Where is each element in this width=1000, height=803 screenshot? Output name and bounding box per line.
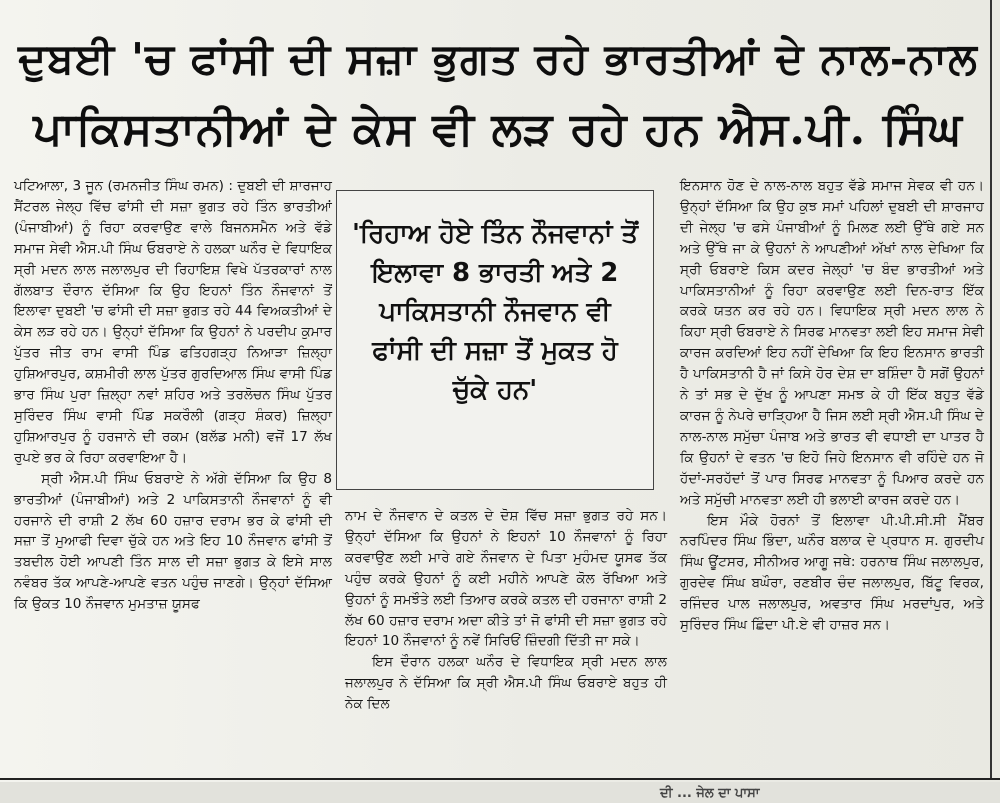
pull-quote-box: 'ਰਿਹਾਅ ਹੋਏ ਤਿੰਨ ਨੌਜਵਾਨਾਂ ਤੋਂ ਇਲਾਵਾ 8 ਭਾਰਤੀ ਅਤੇ 2 ਪਾਕਿਸਤਾਨੀ ਨੌਜਵਾਨ ਵੀ ਫਾਂਸੀ ਦੀ ਸਜ਼ਾ ਤੋਂ ਮੁਕਤ ਹੋ ਚੁੱਕੇ ਹਨ'	[336, 190, 654, 490]
article-column-1	[14, 176, 332, 615]
paragraph: ਇਨਸਾਨ ਹੋਣ ਦੇ ਨਾਲ-ਨਾਲ ਬਹੁਤ ਵੱਡੇ ਸਮਾਜ ਸੇਵਕ ਵੀ ਹਨ। ਉਨ੍ਹਾਂ ਦੱਸਿਆ ਕਿ ਉਹ ਕੁਝ ਸਮਾਂ ਪਹਿਲਾਂ ਦੁਬਈ ਦੀ ਸ਼ਾਰਜਾਹ ਦੀ ਜੇਲ੍ਹ 'ਚ ਫਸੇ ਪੰਜਾਬੀਆਂ ਨੂੰ ਮਿਲਣ ਲਈ ਉੱਥੇ ਗਏ ਸਨ ਅਤੇ ਉੱਥੇ ਜਾ ਕੇ ਉਹਨਾਂ ਨੇ ਆਪਣੀਆਂ ਅੱਖਾਂ ਨਾਲ ਦੇਖਿਆ ਕਿ ਸ੍ਰੀ ਓਬਰਾਏ ਕਿਸ ਕਦਰ ਜੇਲ੍ਹਾਂ 'ਚ ਬੰਦ ਭਾਰਤੀਆਂ ਅਤੇ ਪਾਕਿਸਤਾਨੀਆਂ ਨੂੰ ਰਿਹਾ ਕਰਵਾਉਣ ਲਈ ਦਿਨ-ਰਾਤ ਇੱਕ ਕਰਕੇ ਯਤਨ ਕਰ ਰਹੇ ਹਨ। ਵਿਧਾਇਕ ਸ੍ਰੀ ਮਦਨ ਲਾਲ ਨੇ ਕਿਹਾ ਸ੍ਰੀ ਓਬਰਾਏ ਨੇ ਸਿਰਫ ਮਾਨਵਤਾ ਲਈ ਇਹ ਸਮਾਜ ਸੇਵੀ ਕਾਰਜ ਕਰਦਿਆਂ ਇਹ ਨਹੀਂ ਦੇਖਿਆ ਕਿ ਇਹ ਇਨਸਾਨ ਭਾਰਤੀ ਹੈ ਪਾਕਿਸਤਾਨੀ ਹੈ ਜਾਂ ਕਿਸੇ ਹੋਰ ਦੇਸ਼ ਦਾ ਬਸ਼ਿੰਦਾ ਹੈ ਸਗੋਂ ਉਹਨਾਂ ਨੇ ਤਾਂ ਸਭ ਦੇ ਦੁੱਖ ਨੂੰ ਆਪਣਾ ਸਮਝ ਕੇ ਹੀ ਇੱਕ ਬਹੁਤ ਵੱਡੇ ਕਾਰਜ ਨੂੰ ਨੇਪਰੇ ਚਾੜ੍ਹਿਆ ਹੈ ਜਿਸ ਲਈ ਸ੍ਰੀ ਐਸ.ਪੀ ਸਿੰਘ ਦੇ ਨਾਲ-ਨਾਲ ਸਮੁੱਚਾ ਪੰਜਾਬ ਅਤੇ ਭਾਰਤ ਵੀ ਵਧਾਈ ਦਾ ਪਾਤਰ ਹੈ ਕਿ ਉਹਨਾਂ ਦੇ ਵਤਨ 'ਚ ਇਹੋ ਜਿਹੇ ਇਨਸਾਨ ਵੀ ਰਹਿੰਦੇ ਹਨ ਜੋ ਹੱਦਾਂ-ਸਰਹੱਦਾਂ ਤੋਂ ਪਾਰ ਸਿਰਫ ਮਾਨਵਤਾ ਨੂੰ ਪਿਆਰ ਕਰਦੇ ਹਨ ਅਤੇ ਸਮੁੱਚੀ ਮਾਨਵਤਾ ਲਈ ਹੀ ਭਲਾਈ ਕਾਰਜ ਕਰਦੇ ਹਨ।	[680, 178, 984, 508]
article-column-2	[345, 506, 667, 715]
paragraph: ਇਸ ਮੌਕੇ ਹੋਰਨਾਂ ਤੋਂ ਇਲਾਵਾ ਪੀ.ਪੀ.ਸੀ.ਸੀ ਮੈਂਬਰ ਨਰਪਿੰਦਰ ਸਿੰਘ ਭਿੰਦਾ, ਘਨੌਰ ਬਲਾਕ ਦੇ ਪ੍ਰਧਾਨ ਸ. ਗੁਰਦੀਪ ਸਿੰਘ ਊਂਟਸਰ, ਸੀਨੀਅਰ ਆਗੂ ਜਥੇ: ਹਰਨਾਥ ਸਿੰਘ ਜਲਾਲਪੁਰ, ਗੁਰਦੇਵ ਸਿੰਘ ਬਘੌਰਾ, ਰਣਬੀਰ ਚੰਦ ਜਲਾਲਪੁਰ, ਬਿੱਟੂ ਵਿਰਕ, ਰਜਿੰਦਰ ਪਾਲ ਜਲਾਲਪੁਰ, ਅਵਤਾਰ ਸਿੰਘ ਮਰਦਾਂਪੁਰ, ਅਤੇ ਸੁਰਿੰਦਰ ਸਿੰਘ ਛਿੰਦਾ ਪੀ.ਏ ਵੀ ਹਾਜ਼ਰ ਸਨ।	[680, 512, 984, 634]
headline-line-2: ਪਾਕਿਸਤਾਨੀਆਂ ਦੇ ਕੇਸ ਵੀ ਲੜ ਰਹੇ ਹਨ ਐਸ.ਪੀ. ਸਿੰਘ	[33, 102, 963, 155]
paragraph: ਇਸ ਦੌਰਾਨ ਹਲਕਾ ਘਨੌਰ ਦੇ ਵਿਧਾਇਕ ਸ੍ਰੀ ਮਦਨ ਲਾਲ ਜਲਾਲਪੁਰ ਨੇ ਦੱਸਿਆ ਕਿ ਸ੍ਰੀ ਐਸ.ਪੀ ਸਿੰਘ ਓਬਰਾਏ ਬਹੁਤ ਹੀ ਨੇਕ ਦਿਲ	[345, 654, 667, 713]
article-column-3	[680, 176, 984, 636]
headline-line-1: ਦੁਬਈ 'ਚ ਫਾਂਸੀ ਦੀ ਸਜ਼ਾ ਭੁਗਤ ਰਹੇ ਭਾਰਤੀਆਂ ਦੇ ਨਾਲ-ਨਾਲ	[18, 34, 978, 84]
bottom-rule	[0, 778, 1000, 780]
paragraph: ਪਟਿਆਲਾ, 3 ਜੂਨ (ਰਮਨਜੀਤ ਸਿੰਘ ਰਮਨ) : ਦੁਬਈ ਦੀ ਸ਼ਾਰਜਾਹ ਸੈਂਟਰਲ ਜੇਲ੍ਹ ਵਿੱਚ ਫਾਂਸੀ ਦੀ ਸਜ਼ਾ ਭੁਗਤ ਰਹੇ ਤਿੰਨ ਭਾਰਤੀਆਂ (ਪੰਜਾਬੀਆਂ) ਨੂੰ ਰਿਹਾ ਕਰਵਾਉਣ ਵਾਲੇ ਬਿਜਨਸਮੈਨ ਅਤੇ ਵੱਡੇ ਸਮਾਜ ਸੇਵੀ ਐਸ.ਪੀ ਸਿੰਘ ਓਬਰਾਏ ਨੇ ਹਲਕਾ ਘਨੌਰ ਦੇ ਵਿਧਾਇਕ ਸ੍ਰੀ ਮਦਨ ਲਾਲ ਜਲਾਲਪੁਰ ਦੀ ਰਿਹਾਇਸ਼ ਵਿਖੇ ਪੱਤਰਕਾਰਾਂ ਨਾਲ ਗੱਲਬਾਤ ਦੌਰਾਨ ਦੱਸਿਆ ਕਿ ਉਹ ਇਹਨਾਂ ਤਿੰਨ ਨੌਜਵਾਨਾਂ ਤੋਂ ਇਲਾਵਾ ਦੁਬਈ 'ਚ ਫਾਂਸੀ ਦੀ ਸਜ਼ਾ ਭੁਗਤ ਰਹੇ 44 ਵਿਅਕਤੀਆਂ ਦੇ ਕੇਸ ਲੜ ਰਹੇ ਹਨ। ਉਨ੍ਹਾਂ ਦੱਸਿਆ ਕਿ ਉਹਨਾਂ ਨੇ ਪਰਦੀਪ ਕੁਮਾਰ ਪੁੱਤਰ ਜੀਤ ਰਾਮ ਵਾਸੀ ਪਿੰਡ ਫਤਿਹਗੜ੍ਹ ਨਿਆੜਾ ਜ਼ਿਲ੍ਹਾ ਹੁਸ਼ਿਆਰਪੁਰ, ਕਸ਼ਮੀਰੀ ਲਾਲ ਪੁੱਤਰ ਗੁਰਦਿਆਲ ਸਿੰਘ ਵਾਸੀ ਪਿੰਡ ਭਾਰ ਸਿੰਘ ਪੁਰਾ ਜ਼ਿਲ੍ਹਾ ਨਵਾਂ ਸ਼ਹਿਰ ਅਤੇ ਤਰਲੋਚਨ ਸਿੰਘ ਪੁੱਤਰ ਸੁਰਿੰਦਰ ਸਿੰਘ ਵਾਸੀ ਪਿੰਡ ਸਕਰੌਲੀ (ਗੜ੍ਹ ਸ਼ੰਕਰ) ਜ਼ਿਲ੍ਹਾ ਹੁਸ਼ਿਆਰਪੁਰ ਨੂੰ ਹਰਜਾਨੇ ਦੀ ਰਕਮ (ਬਲੱਡ ਮਨੀ) ਵਜੋਂ 17 ਲੱਖ ਰੁਪਏ ਭਰ ਕੇ ਰਿਹਾ ਕਰਵਾਇਆ ਹੈ।	[14, 178, 332, 466]
next-article-strip	[0, 782, 1000, 803]
paragraph: ਸ੍ਰੀ ਐਸ.ਪੀ ਸਿੰਘ ਓਬਰਾਏ ਨੇ ਅੱਗੇ ਦੱਸਿਆ ਕਿ ਉਹ 8 ਭਾਰਤੀਆਂ (ਪੰਜਾਬੀਆਂ) ਅਤੇ 2 ਪਾਕਿਸਤਾਨੀ ਨੌਜਵਾਨਾਂ ਨੂੰ ਵੀ ਹਰਜਾਨੇ ਦੀ ਰਾਸ਼ੀ 2 ਲੱਖ 60 ਹਜ਼ਾਰ ਦਰਾਮ ਭਰ ਕੇ ਫਾਂਸੀ ਦੀ ਸਜ਼ਾ ਤੋਂ ਮੁਆਫੀ ਦਿਵਾ ਚੁੱਕੇ ਹਨ ਅਤੇ ਇਹ 10 ਨੌਜਵਾਨ ਫਾਂਸੀ ਤੋਂ ਤਬਦੀਲ ਹੋਈ ਆਪਣੀ ਤਿੰਨ ਸਾਲ ਦੀ ਸਜ਼ਾ ਭੁਗਤ ਕੇ ਇਸੇ ਸਾਲ ਨਵੰਬਰ ਤੱਕ ਆਪਣੇ-ਆਪਣੇ ਵਤਨ ਪਹੁੰਚ ਜਾਣਗੇ। ਉਨ੍ਹਾਂ ਦੱਸਿਆ ਕਿ ਉਕਤ 10 ਨੌਜਵਾਨ ਮੁਮਤਾਜ਼ ਯੂਸਫ	[14, 470, 332, 613]
next-article-fragment: ਦੀ ... ਜੇਲ ਦਾ ਪਾਸਾ	[660, 786, 760, 801]
column-rule	[990, 0, 992, 780]
paragraph: ਨਾਮ ਦੇ ਨੌਜਵਾਨ ਦੇ ਕਤਲ ਦੇ ਦੋਸ਼ ਵਿੱਚ ਸਜ਼ਾ ਭੁਗਤ ਰਹੇ ਸਨ। ਉਨ੍ਹਾਂ ਦੱਸਿਆ ਕਿ ਉਹਨਾਂ ਨੇ ਇਹਨਾਂ 10 ਨੌਜਵਾਨਾਂ ਨੂੰ ਰਿਹਾ ਕਰਵਾਉਣ ਲਈ ਮਾਰੇ ਗਏ ਨੌਜਵਾਨ ਦੇ ਪਿਤਾ ਮੁਹੰਮਦ ਯੂਸਫ ਤੱਕ ਪਹੁੰਚ ਕਰਕੇ ਉਹਨਾਂ ਨੂੰ ਕਈ ਮਹੀਨੇ ਆਪਣੇ ਕੋਲ ਰੱਖਿਆ ਅਤੇ ਉਹਨਾਂ ਨੂੰ ਸਮਝੌਤੇ ਲਈ ਤਿਆਰ ਕਰਕੇ ਕਤਲ ਦੀ ਹਰਜਾਨਾ ਰਾਸ਼ੀ 2 ਲੱਖ 60 ਹਜ਼ਾਰ ਦਰਾਮ ਅਦਾ ਕੀਤੇ ਤਾਂ ਜੋ ਫਾਂਸੀ ਦੀ ਸਜ਼ਾ ਭੁਗਤ ਰਹੇ ਇਹਨਾਂ 10 ਨੌਜਵਾਨਾਂ ਨੂੰ ਨਵੇਂ ਸਿਰਿਓਂ ਜ਼ਿੰਦਗੀ ਦਿੱਤੀ ਜਾ ਸਕੇ।	[345, 508, 667, 650]
